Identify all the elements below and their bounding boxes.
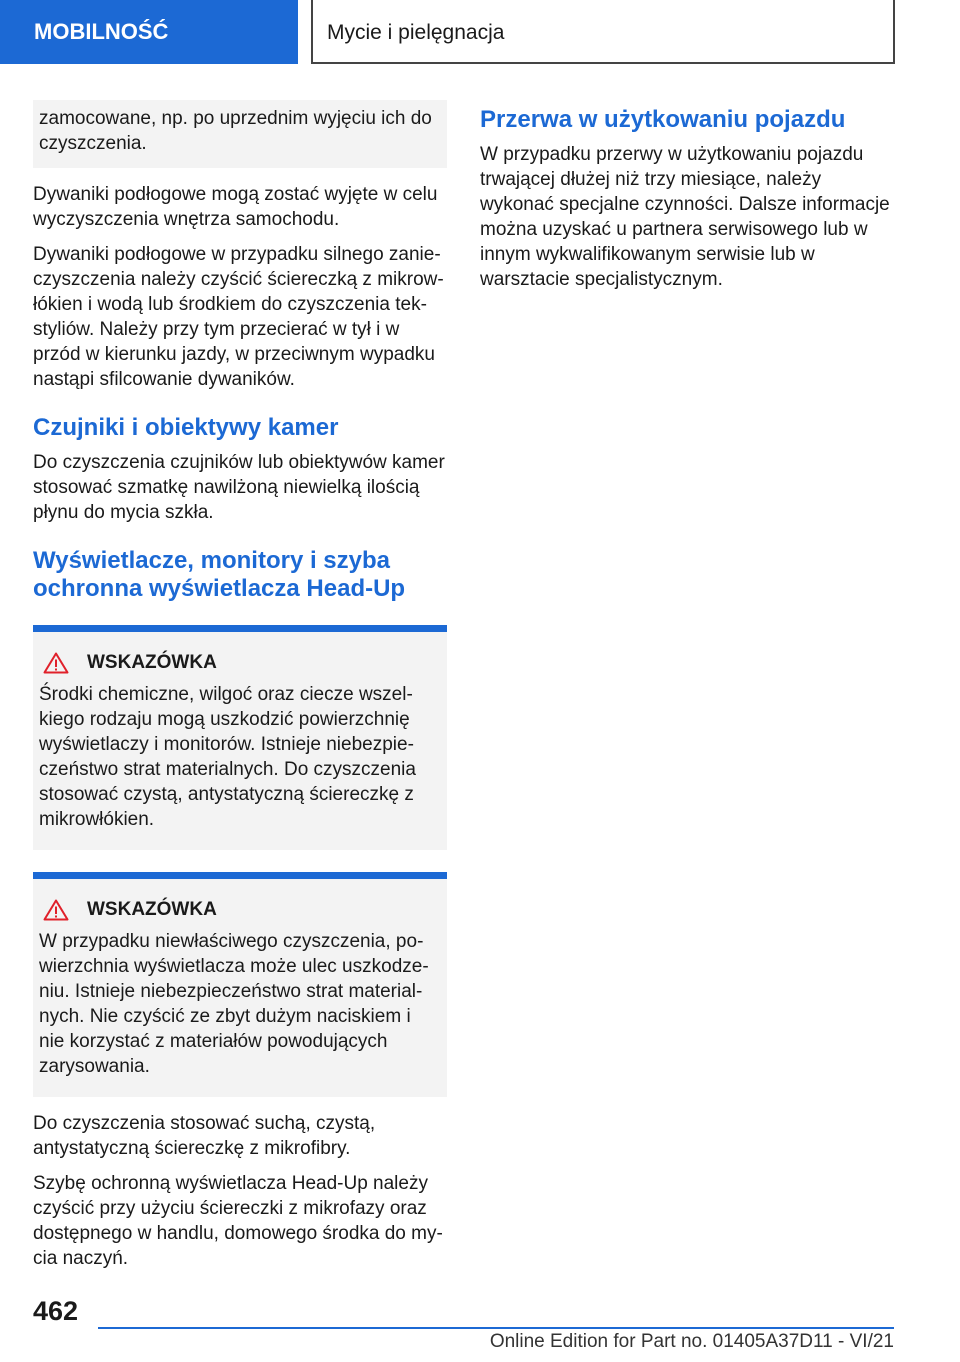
paragraph-dry-cloth: Do czyszczenia stosować suchą, czystą, antystatyczną ściereczkę z mikrofibry. [33,1113,376,1159]
notice-text: Środki chemiczne, wilgoć oraz ciecze wszelkiego rodzaju mogą uszkodzić powierzchnię wyświetlaczy i monitorów. Istnieje niebezpieczeństwo strat materialnych. Do czyszczenia stosować czystą, antystatyczną ściereczkę z mikrowłókien. [39,684,416,830]
heading-sensors: Czujniki i obiektywy kamer [33,414,339,441]
notice-box-2 [33,872,447,1097]
paragraph-head-up-glass: Szybę ochronną wyświetlacza Head-Up należy czyścić przy użyciu ściereczki z mikrofazy oraz dostępnego w handlu, domowego środka do mycia naczyń. [33,1173,443,1269]
warning-triangle-icon [43,652,69,674]
paragraph-storage: W przypadku przerwy w użytkowaniu pojazdu trwającej dłużej niż trzy miesiące, należy wykonać specjalne czynności. Dalsze informacje można uzyskać u partnera serwisowego lub w innym wykwalifikowanym serwisie lub w warsztacie specjalistycznym. [480,144,890,290]
paragraph-sensors: Do czyszczenia czujników lub obiektywów kamer stosować szmatkę nawilżoną niewielką ilością płynu do mycia szkła. [33,452,445,523]
page-title: Mycie i pielęgnacja [311,0,895,64]
paragraph-floor-mats: Dywaniki podłogowe mogą zostać wyjęte w celu wyczyszczenia wnętrza samochodu. [33,184,438,230]
footer-divider [98,1327,894,1329]
notice-title: WSKAZÓWKA [87,652,217,673]
right-column [480,100,894,302]
notice-text: W przypadku niewłaściwego czyszczenia, powierzchnia wyświetlacza może ulec uszkodzeniu. Istnieje niebezpieczeństwo strat materialnych. Nie czyścić ze zbyt dużym naciskiem i nie korzystać z materiałów powodujących zarysowania. [39,931,429,1077]
warning-triangle-icon [43,899,69,921]
heading-storage: Przerwa w użytkowaniu pojazdu [480,106,846,133]
section-tab: MOBILNOŚĆ [0,0,298,64]
paragraph-floor-mats-cleaning: Dywaniki podłogowe w przypadku silnego zanieczyszczenia należy czyścić ściereczką z mikrowłókien i wodą lub środkiem do czyszczenia tekstyliów. Należy przy tym przecierać w tył i w przód w kierunku jazdy, w przeciwnym wypadku nastąpi sfilcowanie dywaników. [33,244,444,390]
continued-text-box [33,100,447,168]
notice-box-1 [33,625,447,850]
notice-title: WSKAZÓWKA [87,899,217,920]
heading-displays: Wyświetlacze, monitory i szyba ochronna wyświetlacza Head-Up [33,547,406,602]
edition-footer: Online Edition for Part no. 01405A37D11 - VI/21 [489,1331,894,1352]
continued-text: zamocowane, np. po uprzednim wyjęciu ich do czyszczenia. [39,108,432,154]
page-number: 462 [33,1296,79,1326]
left-column [33,100,447,1281]
